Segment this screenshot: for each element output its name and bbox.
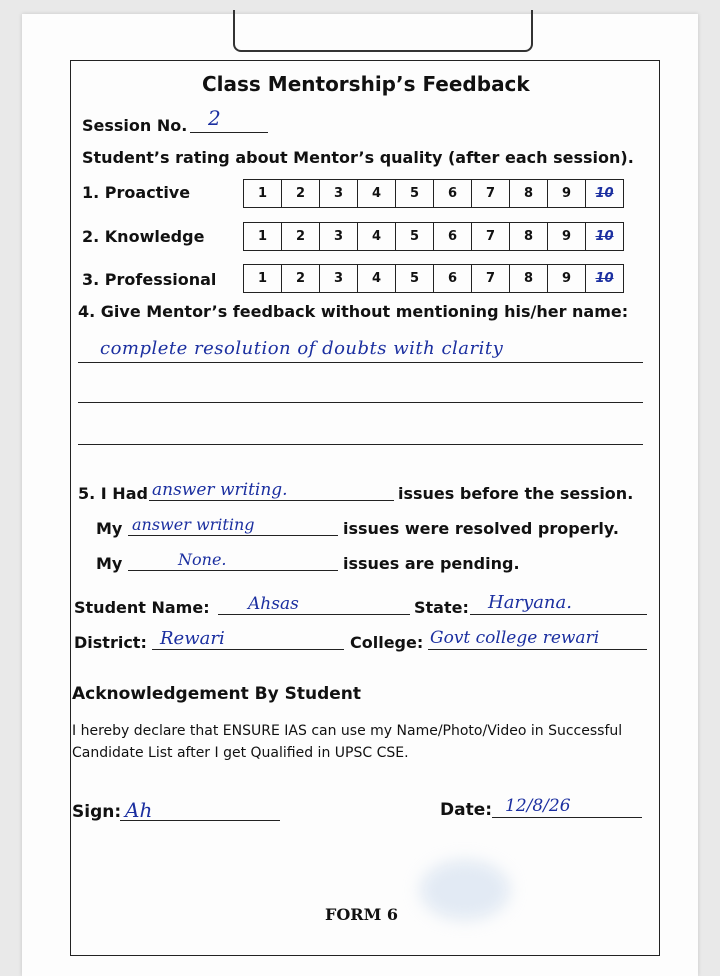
session-value[interactable]: 2 bbox=[208, 106, 221, 130]
rating-cell[interactable]: 6 bbox=[434, 265, 472, 293]
rating-cell[interactable]: 8 bbox=[510, 223, 548, 251]
rating-cell[interactable]: 3 bbox=[320, 265, 358, 293]
rating-proactive-scale bbox=[243, 179, 624, 208]
rating-cell[interactable]: 2 bbox=[282, 180, 320, 208]
rating-cell[interactable]: 1 bbox=[244, 265, 282, 293]
rating-cell-selected[interactable]: 10 bbox=[586, 223, 624, 251]
rating-cell[interactable]: 8 bbox=[510, 265, 548, 293]
student-name-label: Student Name: bbox=[74, 598, 210, 617]
date-value[interactable]: 12/8/26 bbox=[505, 796, 571, 816]
rating-knowledge-scale bbox=[243, 222, 624, 251]
district-label: District: bbox=[74, 633, 147, 652]
rating-cell[interactable]: 7 bbox=[472, 180, 510, 208]
sign-label: Sign: bbox=[72, 802, 122, 822]
district-value[interactable]: Rewari bbox=[160, 628, 225, 649]
issues-had-value[interactable]: answer writing. bbox=[152, 480, 288, 500]
rating-professional-scale bbox=[243, 264, 624, 293]
college-line bbox=[428, 649, 647, 650]
acknowledgement-heading: Acknowledgement By Student bbox=[72, 684, 361, 704]
paper-smudge bbox=[420, 860, 510, 920]
issues-pending-line bbox=[128, 570, 338, 571]
feedback-line-1 bbox=[78, 362, 643, 363]
state-line bbox=[470, 614, 647, 615]
rating-cell[interactable]: 4 bbox=[358, 265, 396, 293]
rating-cell[interactable]: 4 bbox=[358, 180, 396, 208]
issues-resolved-suffix: issues were resolved properly. bbox=[343, 519, 619, 538]
rating-cell[interactable]: 6 bbox=[434, 180, 472, 208]
student-name-line bbox=[218, 614, 410, 615]
rating-cell[interactable]: 7 bbox=[472, 223, 510, 251]
rating-professional-label: 3. Professional bbox=[82, 270, 217, 289]
session-label: Session No. bbox=[82, 116, 188, 135]
rating-cell[interactable]: 2 bbox=[282, 223, 320, 251]
rating-cell[interactable]: 8 bbox=[510, 180, 548, 208]
issues-resolved-prefix: My bbox=[96, 519, 123, 538]
rating-cell[interactable]: 5 bbox=[396, 223, 434, 251]
issues-resolved-line bbox=[128, 535, 338, 536]
form-footer: FORM 6 bbox=[325, 905, 399, 924]
rating-cell[interactable]: 6 bbox=[434, 223, 472, 251]
rating-cell[interactable]: 1 bbox=[244, 223, 282, 251]
rating-cell[interactable]: 3 bbox=[320, 180, 358, 208]
acknowledgement-text: I hereby declare that ENSURE IAS can use my Name/Photo/Video in Successful Candidate List after I get Qualified in UPSC CSE. bbox=[72, 723, 623, 761]
issues-pending-suffix: issues are pending. bbox=[343, 554, 520, 573]
rating-cell[interactable]: 2 bbox=[282, 265, 320, 293]
issues-had-line bbox=[149, 500, 394, 501]
rating-cell[interactable]: 5 bbox=[396, 265, 434, 293]
session-line bbox=[190, 132, 268, 133]
signature[interactable]: Ah bbox=[125, 798, 153, 822]
student-name-value[interactable]: Ahsas bbox=[248, 594, 299, 614]
clipboard-clip bbox=[233, 10, 533, 52]
state-value[interactable]: Haryana. bbox=[488, 592, 572, 613]
issues-pending-prefix: My bbox=[96, 554, 123, 573]
date-line bbox=[492, 817, 642, 818]
rating-cell[interactable]: 9 bbox=[548, 265, 586, 293]
rating-cell[interactable]: 4 bbox=[358, 223, 396, 251]
college-label: College: bbox=[350, 633, 424, 652]
rating-knowledge-label: 2. Knowledge bbox=[82, 227, 205, 246]
issues-had-suffix: issues before the session. bbox=[398, 484, 634, 503]
district-line bbox=[152, 649, 344, 650]
rating-cell-selected[interactable]: 10 bbox=[586, 180, 624, 208]
feedback-question: 4. Give Mentor’s feedback without mentioning his/her name: bbox=[78, 302, 629, 321]
issues-had-prefix: 5. I Had bbox=[78, 484, 148, 503]
rating-proactive-label: 1. Proactive bbox=[82, 183, 191, 202]
feedback-answer[interactable]: complete resolution of doubts with clarity bbox=[100, 338, 504, 359]
issues-pending-value[interactable]: None. bbox=[178, 550, 227, 569]
college-value[interactable]: Govt college rewari bbox=[430, 628, 600, 648]
rating-cell[interactable]: 9 bbox=[548, 180, 586, 208]
state-label: State: bbox=[414, 598, 469, 617]
rating-cell[interactable]: 3 bbox=[320, 223, 358, 251]
issues-resolved-value[interactable]: answer writing bbox=[132, 515, 255, 534]
rating-cell-selected[interactable]: 10 bbox=[586, 265, 624, 293]
rating-cell[interactable]: 1 bbox=[244, 180, 282, 208]
form-title: Class Mentorship’s Feedback bbox=[202, 72, 530, 96]
date-label: Date: bbox=[440, 800, 493, 820]
rating-cell[interactable]: 9 bbox=[548, 223, 586, 251]
rating-heading: Student’s rating about Mentor’s quality (after each session). bbox=[82, 148, 634, 167]
rating-cell[interactable]: 5 bbox=[396, 180, 434, 208]
rating-cell[interactable]: 7 bbox=[472, 265, 510, 293]
feedback-line-2 bbox=[78, 402, 643, 403]
feedback-line-3 bbox=[78, 444, 643, 445]
